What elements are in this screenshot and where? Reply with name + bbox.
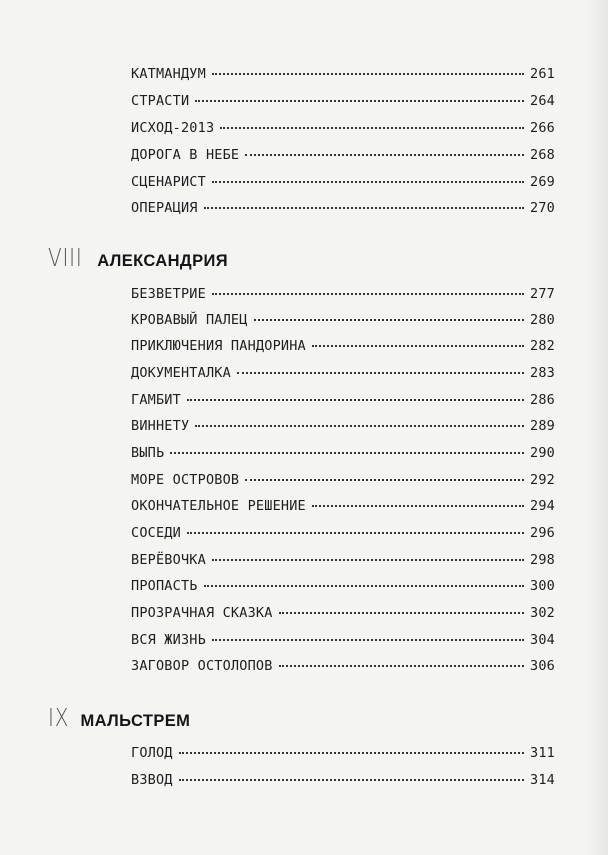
toc-entry[interactable]: [131, 472, 555, 492]
section-heading-viii[interactable]: [48, 243, 228, 272]
toc-entry[interactable]: [131, 392, 555, 412]
dot-leader: [170, 452, 524, 454]
toc-entry-page: 302: [530, 605, 555, 621]
toc-entry-page: 289: [530, 418, 555, 434]
toc-entry[interactable]: [131, 418, 555, 438]
toc-entry-title: ОКОНЧАТЕЛЬНОЕ РЕШЕНИЕ: [131, 498, 306, 514]
toc-entry-title: СОСЕДИ: [131, 525, 181, 541]
toc-entry-page: 290: [530, 445, 555, 461]
toc-entry-title: ПРИКЛЮЧЕНИЯ ПАНДОРИНА: [131, 338, 306, 354]
section-title: МАЛЬСТРЕМ: [80, 712, 191, 730]
toc-entry-title: ГОЛОД: [131, 745, 173, 761]
toc-entry[interactable]: [131, 338, 555, 358]
dot-leader: [204, 585, 524, 587]
toc-entry-page: 300: [530, 578, 555, 594]
toc-entry-page: 314: [530, 772, 555, 788]
dot-leader: [195, 425, 524, 427]
toc-entry-title: ДОРОГА В НЕБЕ: [131, 147, 240, 163]
toc-entry[interactable]: [131, 147, 555, 167]
toc-entry-title: ПРОЗРАЧНАЯ СКАЗКА: [131, 605, 273, 621]
toc-entry-page: 282: [530, 338, 555, 354]
toc-entry-title: СТРАСТИ: [131, 93, 190, 109]
toc-entry-page: 311: [530, 745, 555, 761]
dot-leader: [245, 479, 524, 481]
page-edge-shadow: [586, 0, 608, 855]
toc-entry[interactable]: [131, 66, 555, 86]
toc-entry[interactable]: [131, 120, 555, 140]
toc-entry-title: ИСХОД-2013: [131, 120, 215, 136]
toc-entry[interactable]: [131, 498, 555, 518]
dot-leader: [212, 73, 524, 75]
dot-leader: [279, 665, 524, 667]
toc-entry[interactable]: [131, 745, 555, 765]
toc-entry-page: 294: [530, 498, 555, 514]
dot-leader: [245, 154, 524, 156]
toc-entry-page: 286: [530, 392, 555, 408]
toc-entry-title: БЕЗВЕТРИЕ: [131, 286, 206, 302]
toc-entry-page: 298: [530, 552, 555, 568]
toc-entry-page: 261: [530, 66, 555, 82]
toc-entry-title: ДОКУМЕНТАЛКА: [131, 365, 231, 381]
toc-entry-page: 306: [530, 658, 555, 674]
toc-entry-title: ОПЕРАЦИЯ: [131, 200, 198, 216]
dot-leader: [179, 779, 524, 781]
dot-leader: [220, 127, 524, 129]
toc-entry[interactable]: [131, 605, 555, 625]
section-numeral: VIII: [48, 243, 83, 272]
toc-entry[interactable]: [131, 578, 555, 598]
toc-entry[interactable]: [131, 174, 555, 194]
section-title: АЛЕКСАНДРИЯ: [97, 252, 229, 270]
dot-leader: [212, 293, 524, 295]
toc-entry[interactable]: [131, 632, 555, 652]
toc-entry-page: 280: [530, 312, 555, 328]
toc-entry[interactable]: [131, 445, 555, 465]
toc-entry-title: ВЕРЁВОЧКА: [131, 552, 206, 568]
toc-entry-title: ГАМБИТ: [131, 392, 181, 408]
toc-entry-page: 266: [530, 120, 555, 136]
toc-entry-title: КРОВАВЫЙ ПАЛЕЦ: [131, 312, 248, 328]
dot-leader: [212, 559, 524, 561]
toc-entry-title: МОРЕ ОСТРОВОВ: [131, 472, 240, 488]
toc-entry-title: ПРОПАСТЬ: [131, 578, 198, 594]
toc-entry-title: ВИННЕТУ: [131, 418, 190, 434]
dot-leader: [312, 345, 524, 347]
toc-entry-page: 264: [530, 93, 555, 109]
section-heading-ix[interactable]: [48, 703, 190, 732]
dot-leader: [179, 752, 524, 754]
dot-leader: [312, 505, 524, 507]
dot-leader: [187, 532, 524, 534]
toc-entry-page: 296: [530, 525, 555, 541]
toc-entry-title: КАТМАНДУМ: [131, 66, 206, 82]
toc-entry-page: 304: [530, 632, 555, 648]
toc-entry-page: 269: [530, 174, 555, 190]
toc-entry[interactable]: [131, 312, 555, 332]
dot-leader: [279, 612, 524, 614]
toc-entry[interactable]: [131, 552, 555, 572]
dot-leader: [212, 181, 524, 183]
toc-entry-page: 268: [530, 147, 555, 163]
toc-entry[interactable]: [131, 286, 555, 306]
toc-entry-page: 277: [530, 286, 555, 302]
toc-entry[interactable]: [131, 365, 555, 385]
toc-entry-title: ЗАГОВОР ОСТОЛОПОВ: [131, 658, 273, 674]
dot-leader: [204, 207, 524, 209]
dot-leader: [212, 639, 524, 641]
toc-entry-title: ВЫПЬ: [131, 445, 165, 461]
toc-entry-page: 283: [530, 365, 555, 381]
toc-entry[interactable]: [131, 525, 555, 545]
toc-entry-title: ВСЯ ЖИЗНЬ: [131, 632, 206, 648]
dot-leader: [237, 372, 524, 374]
toc-entry[interactable]: [131, 93, 555, 113]
toc-entry-page: 270: [530, 200, 555, 216]
toc-entry-title: ВЗВОД: [131, 772, 173, 788]
dot-leader: [187, 399, 524, 401]
toc-entry-page: 292: [530, 472, 555, 488]
dot-leader: [195, 100, 524, 102]
toc-entry[interactable]: [131, 200, 555, 220]
section-numeral: IX: [48, 703, 70, 732]
toc-entry-title: СЦЕНАРИСТ: [131, 174, 206, 190]
toc-entry[interactable]: [131, 772, 555, 792]
toc-entry[interactable]: [131, 658, 555, 678]
dot-leader: [254, 319, 524, 321]
